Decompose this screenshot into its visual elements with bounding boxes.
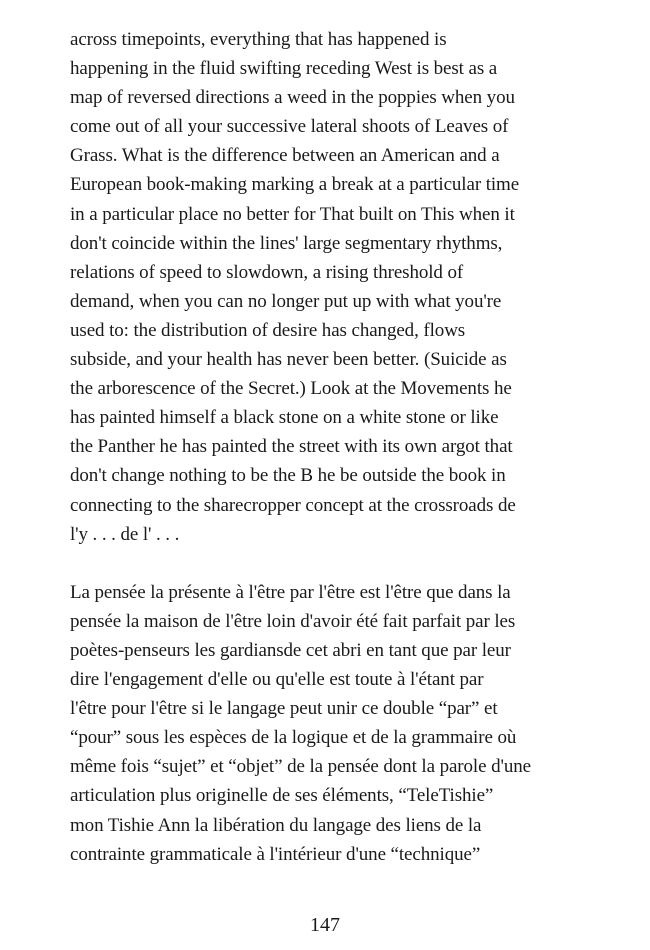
text-line: connecting to the sharecropper concept at the crossroads de: [70, 494, 516, 516]
text-line: Grass. What is the difference between an American and a: [70, 145, 500, 167]
text-line: don't coincide within the lines' large segmentary rhythms,: [70, 232, 503, 254]
text-line: in a particular place no better for That built on This when it: [70, 203, 515, 225]
text-line: pensée la maison de l'être loin d'avoir été fait parfait par les: [70, 610, 516, 632]
text-line: l'y . . . de l' . . .: [70, 523, 180, 545]
text-line: demand, when you can no longer put up with what you're: [70, 290, 502, 312]
text-line: has painted himself a black stone on a white stone or like: [70, 407, 499, 429]
text-line: map of reversed directions a weed in the poppies when you: [70, 87, 515, 109]
book-page-body: [70, 25, 580, 869]
text-line: don't change nothing to be the B he be outside the book in: [70, 465, 506, 487]
text-line: dire l'engagement d'elle ou qu'elle est toute à l'étant par: [70, 669, 484, 691]
text-line: across timepoints, everything that has happened is: [70, 29, 447, 50]
text-line: articulation plus originelle de ses éléments, “TeleTishie”: [70, 785, 494, 807]
text-line: mon Tishie Ann la libération du langage des liens de la: [70, 814, 482, 836]
text-line: come out of all your successive lateral shoots of Leaves of: [70, 116, 509, 138]
text-line: European book-making marking a break at a particular time: [70, 174, 520, 196]
text-line: l'être pour l'être si le langage peut unir ce double “par” et: [70, 698, 498, 720]
text-line: poètes-penseurs les gardiansde cet abri en tant que par leur: [70, 639, 511, 661]
text-line: relations of speed to slowdown, a rising threshold of: [70, 261, 464, 283]
text-line: the Panther he has painted the street with its own argot that: [70, 436, 513, 458]
text-line: “pour” sous les espèces de la logique et de la grammaire où: [70, 727, 517, 749]
paragraph-2: [70, 578, 580, 869]
text-line: the arborescence of the Secret.) Look at the Movements he: [70, 378, 512, 400]
paragraph-1: [70, 25, 580, 549]
paragraph-spacer: [70, 549, 580, 578]
page-number: 147: [310, 914, 340, 936]
text-line: happening in the fluid swifting receding West is best as a: [70, 58, 498, 80]
text-line: contrainte grammaticale à l'intérieur d'une “technique”: [70, 843, 481, 865]
text-line: used to: the distribution of desire has changed, flows: [70, 319, 466, 341]
text-line: subside, and your health has never been better. (Suicide as: [70, 349, 507, 371]
text-line: La pensée la présente à l'être par l'être est l'être que dans la: [70, 581, 511, 603]
text-line: même fois “sujet” et “objet” de la pensée dont la parole d'une: [70, 756, 531, 778]
